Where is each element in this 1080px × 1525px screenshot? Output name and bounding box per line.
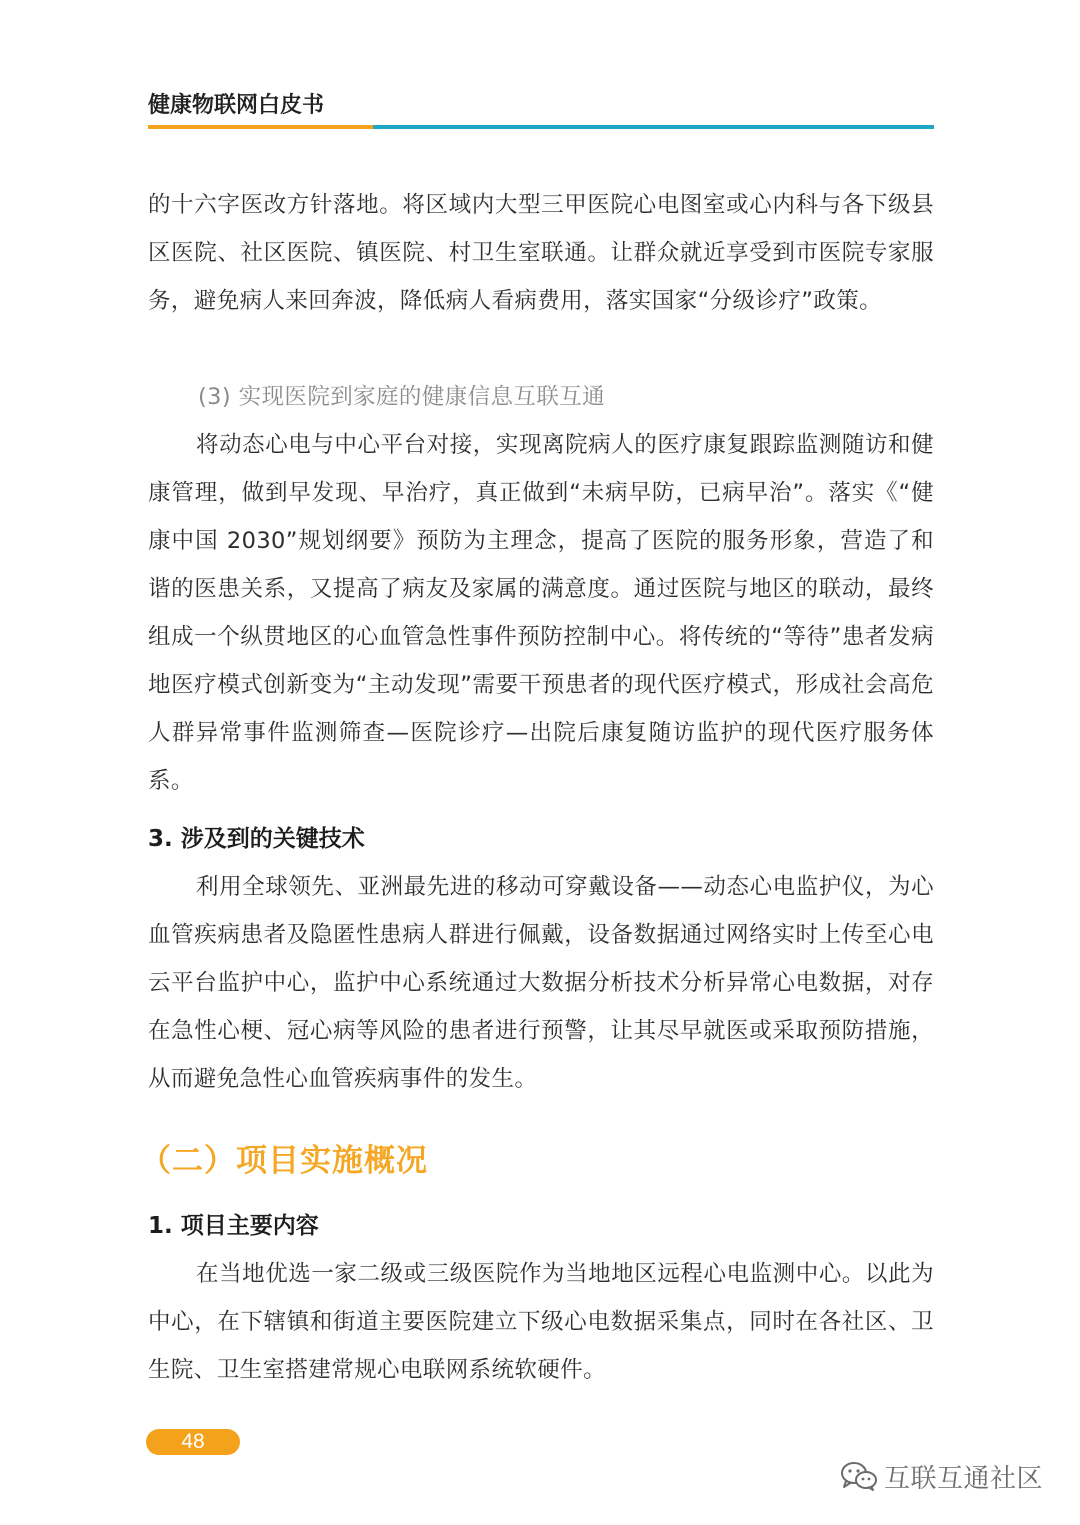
paragraph-dynamic-ecg: 将动态心电与中心平台对接，实现离院病人的医疗康复跟踪监测随访和健康管理，做到早发现、早治疗，真正做到“未病早防，已病早治”。落实《“健康中国 2030”规划纲要》预防为主理念，提高了医院的服务形象，营造了和谐的医患关系，又提高了病友及家属的满意度。通过医院与地区的联动，最终组成一个纵贯地区的心血管急性事件预防控制中心。将传统的“等待”患者发病地医疗模式创新变为“主动发现”需要干预患者的现代医疗模式，形成社会高危人群异常事件监测筛查—医院诊疗—出院后康复随访监护的现代医疗服务体系。 xyxy=(148,432,934,794)
watermark-text: 互联互通社区 xyxy=(884,1463,1044,1494)
section-heading-project-overview: （二）项目实施概况 xyxy=(140,1143,428,1179)
page-number-badge: 48 xyxy=(146,1429,240,1455)
paragraph-wearable-device: 利用全球领先、亚洲最先进的移动可穿戴设备——动态心电监护仪，为心血管疾病患者及隐匿性患病人群进行佩戴，设备数据通过网络实时上传至心电云平台监护中心，监护中心系统通过大数据分析技术分析异常心电数据，对存在急性心梗、冠心病等风险的患者进行预警，让其尽早就医或采取预防措施，从而避免急性心血管疾病事件的发生。 xyxy=(148,874,934,1092)
header-divider-blue xyxy=(373,125,934,129)
subheading-hospital-home-link: (3) 实现医院到家庭的健康信息互联互通 xyxy=(198,384,606,410)
heading-key-technology: 3. 涉及到的关键技术 xyxy=(148,826,365,852)
watermark xyxy=(840,1456,1043,1496)
wechat-icon xyxy=(840,1460,878,1492)
running-header-title: 健康物联网白皮书 xyxy=(148,92,325,118)
paragraph-project-content: 在当地优选一家二级或三级医院作为当地地区远程心电监测中心。以此为中心，在下辖镇和街道主要医院建立下级心电数据采集点，同时在各社区、卫生院、卫生室搭建常规心电联网系统软硬件。 xyxy=(148,1261,934,1383)
paragraph-tiered-care: 的十六字医改方针落地。将区域内大型三甲医院心电图室或心内科与各下级县区医院、社区医院、镇医院、村卫生室联通。让群众就近享受到市医院专家服务，避免病人来回奔波，降低病人看病费用，落实国家“分级诊疗”政策。 xyxy=(148,192,934,314)
heading-main-content: 1. 项目主要内容 xyxy=(148,1213,319,1239)
header-divider-orange xyxy=(148,125,373,129)
header-divider xyxy=(148,125,934,129)
